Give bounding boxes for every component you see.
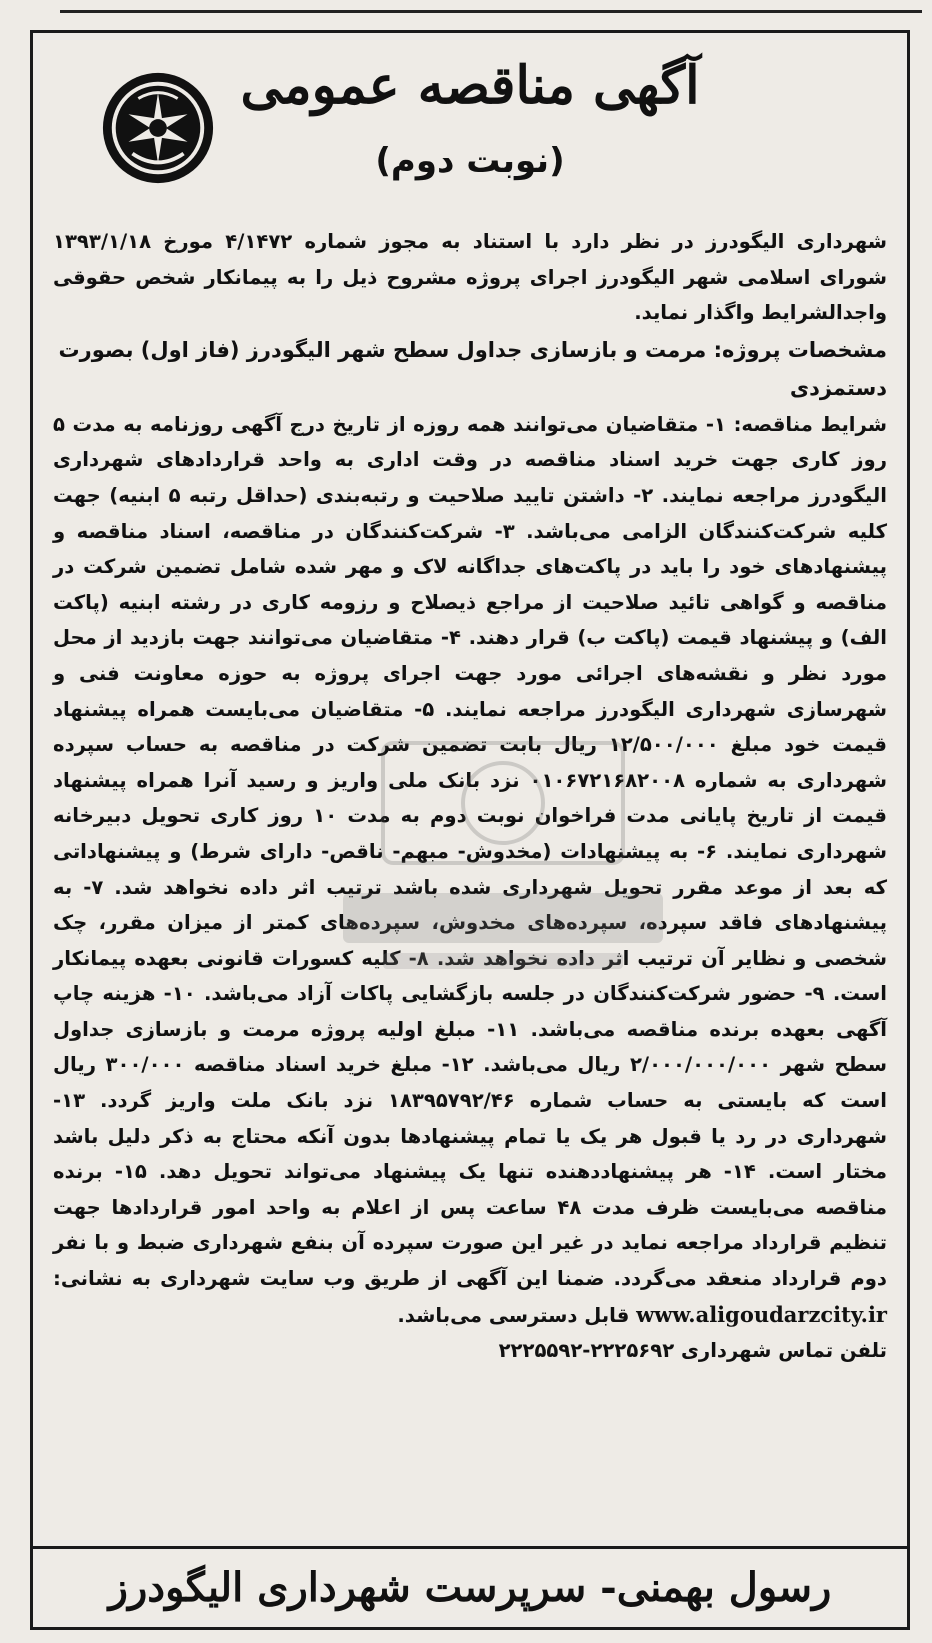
notice-round: (نوبت دوم) <box>375 141 565 181</box>
conditions-label: شرایط مناقصه: <box>733 412 887 436</box>
website-suffix: قابل دسترسی می‌باشد. <box>397 1303 630 1327</box>
notice-frame <box>30 30 910 1630</box>
phone-line: تلفن تماس شهرداری ۲۲۲۵۶۹۲-۲۲۲۵۵۹۲ <box>498 1339 887 1363</box>
municipality-emblem-icon <box>99 69 217 187</box>
specs-label: مشخصات پروژه: <box>713 337 887 362</box>
signature-divider <box>33 1546 907 1549</box>
intro-paragraph: شهرداری الیگودرز در نظر دارد با استناد به مجوز شماره ۴/۱۴۷۲ مورخ ۱۳۹۳/۱/۱۸ شورای اسلامی شهر الیگودرز اجرای پروژه مشروح ذیل را به پیمانکار شخص حقوقی واجدالشرایط واگذار نماید. <box>53 230 887 325</box>
notice-header <box>53 51 887 216</box>
website-link[interactable]: www.aligoudarzcity.ir <box>636 1301 887 1327</box>
conditions-text: ۱- متقاضیان می‌توانند همه روزه از تاریخ درج آگهی روزنامه به مدت ۵ روز کاری جهت خرید اسناد مناقصه در وقت اداری به واحد قراردادهای شهرداری الیگودرز مراجعه نمایند. ۲- داشتن تایید صلاحیت و رتبه‌بندی (حداقل رتبه ۵ ابنیه) جهت کلیه شرکت‌کنندگان الزامی می‌باشد. ۳- شرکت‌کنندگان در مناقصه، اسناد مناقصه و پیشنهادهای خود را باید در پاکت‌های جداگانه لاک و مهر شده شامل تضمین شرکت در مناقصه و گواهی تائید صلاحیت از مراجع ذیصلاح و رزومه کاری در رشته ابنیه (پاکت الف) و پیشنهاد قیمت (پاکت ب) قرار دهند. ۴- متقاضیان می‌توانند جهت بازدید از محل مورد نظر و نقشه‌های اجرائی مورد جهت اجرای پروژه به حوزه معاونت فنی و شهرسازی شهرداری الیگودرز مراجعه نمایند. ۵- متقاضیان می‌بایست همراه پیشنهاد قیمت خود مبلغ ۱۲/۵۰۰/۰۰۰ ریال بابت تضمین شرکت در مناقصه به حساب سپرده شهرداری به شماره ۰۱۰۶۷۲۱۶۸۲۰۰۸ نزد بانک ملی واریز و رسید آنرا همراه پیشنهاد قیمت از تاریخ پایانی مدت فراخوان نوبت دوم به مدت ۱۰ روز کاری تحویل دبیرخانه شهرداری نمایند. ۶- به پیشنهادات (مخدوش- مبهم- ناقص- دارای شرط) و پیشنهاداتی که بعد از موعد مقرر تحویل شهرداری شده باشد ترتیب اثر داده نخواهد شد. ۷- به پیشنهادهای فاقد سپرده، سپرده‌های مخدوش، سپرده‌های کمتر از میزان مقرر، چک شخصی و نظایر آن ترتیب اثر داده نخواهد شد. ۸- کلیه کسورات قانونی بعهده پیمانکار است. ۹- حضور شرکت‌کنندگان در جلسه بازگشایی پاکات آزاد می‌باشد. ۱۰- هزینه چاپ آگهی بعهده برنده مناقصه می‌باشد. ۱۱- مبلغ اولیه پروژه مرمت و بازسازی جداول سطح شهر ۲/۰۰۰/۰۰۰/۰۰۰ ریال می‌باشد. ۱۲- مبلغ خرید اسناد مناقصه ۳۰۰/۰۰۰ ریال است که بایستی به حساب شماره ۱۸۳۹۵۷۹۲/۴۶ نزد بانک ملت واریز گردد. ۱۳- شهرداری در رد یا قبول هر یک یا تمام پیشنهادها بدون آنکه محتاج به ذکر دلیل باشد مختار است. ۱۴- هر پیشنهاددهنده تنها یک پیشنهاد می‌تواند تحویل دهد. ۱۵- برنده مناقصه می‌بایست ظرف مدت ۴۸ ساعت پس از اعلام به واحد امور قراردادها جهت تنظیم قرارداد مراجعه نماید در غیر این صورت سپرده آن بنفع شهرداری ضبط و با نفر دوم قرارداد منعقد می‌گردد. ضمنا این آگهی از طریق وب سایت شهرداری به نشانی: <box>53 412 887 1291</box>
specs-text: مرمت و بازسازی جداول سطح شهر الیگودرز (فاز اول) بصورت دستمزدی <box>58 337 887 400</box>
signature: رسول بهمنی- سرپرست شهرداری الیگودرز <box>108 1564 832 1611</box>
notice-title: آگهی مناقصه عمومی <box>240 55 700 116</box>
conditions-paragraph <box>53 407 887 1333</box>
top-border-line <box>60 0 922 13</box>
project-specs <box>53 331 887 407</box>
